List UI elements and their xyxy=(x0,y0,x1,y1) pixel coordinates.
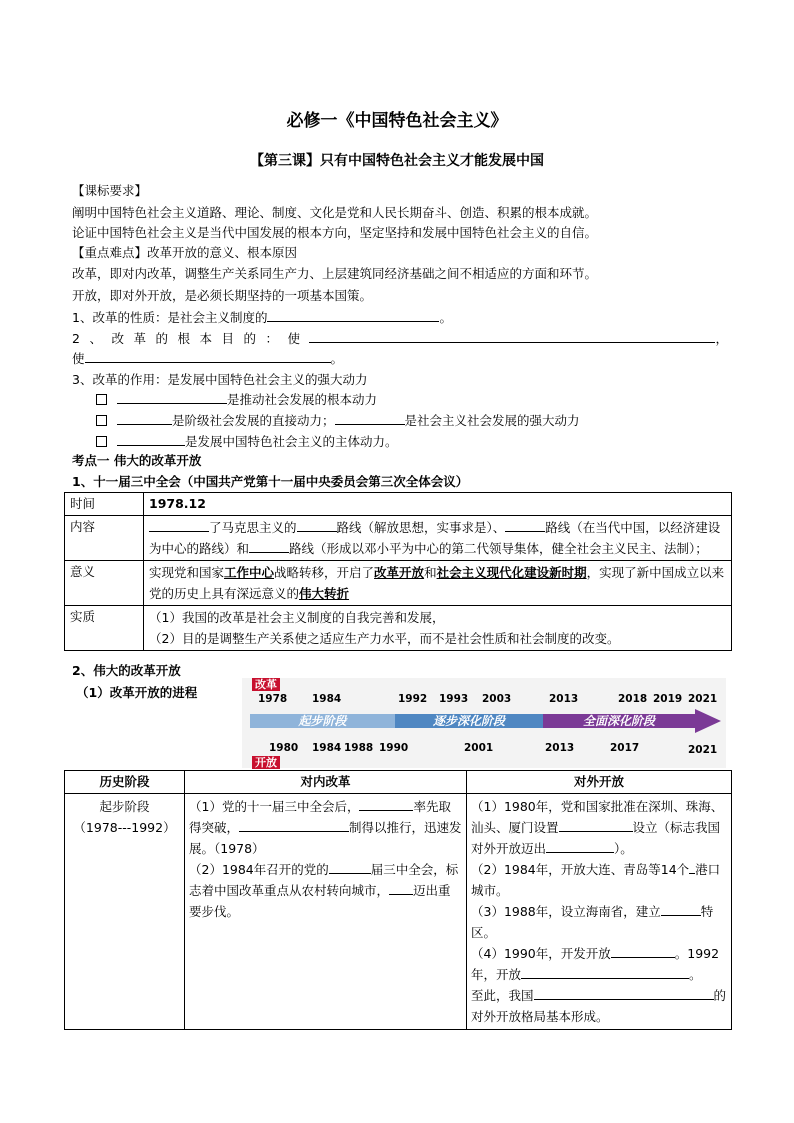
outer-point-5 xyxy=(471,985,727,1027)
timeline-year: 2013 xyxy=(545,742,575,754)
bullet-2-text-b: 是社会主义社会发展的强大动力 xyxy=(404,413,580,428)
inner-point-1 xyxy=(189,796,462,859)
outer-text: 港口城市。 xyxy=(471,862,721,898)
content-text-c: 路线（在当代中国，以经济建设为中心的路线）和 xyxy=(149,520,721,556)
bullet-3 xyxy=(96,433,756,451)
stage-bar-initial: 起步阶段 xyxy=(250,714,395,728)
essence-line-1: （1）我国的改革是社会主义制度的自我完善和发展， xyxy=(149,610,445,625)
table-row xyxy=(65,794,732,1030)
document-title: 必修一《中国特色社会主义》 xyxy=(286,111,508,131)
table-row xyxy=(65,493,732,516)
header-outer-opening: 对外开放 xyxy=(467,771,732,794)
question-2-comma: ， xyxy=(715,331,728,346)
answer-blank[interactable] xyxy=(521,966,689,979)
inner-text: （2）1984年召开的党的 xyxy=(189,862,329,877)
row-value-essence xyxy=(144,606,732,651)
stage-bar-comprehensive: 全面深化阶段 xyxy=(543,714,695,728)
definition-opening: 开放，即对外开放，是必须长期坚持的一项基本国策。 xyxy=(72,288,373,303)
significance-text-b: 战略转移，开启了 xyxy=(274,565,375,580)
outer-text: （4）1990年，开发开放 xyxy=(471,946,611,961)
section-1-heading: 1、十一届三中全会（中国共产党第十一届中央委员会第三次全体会议） xyxy=(72,474,469,489)
header-stage: 历史阶段 xyxy=(65,771,185,794)
answer-blank[interactable] xyxy=(505,519,545,532)
outer-opening-cell xyxy=(467,794,732,1030)
row-value-content xyxy=(144,516,732,561)
key-points-line xyxy=(72,244,732,262)
stage-years: （1978---1992） xyxy=(73,820,176,835)
timeline-year: 2018 xyxy=(618,693,648,705)
content-text-a: 了马克思主义的 xyxy=(209,520,297,535)
answer-blank[interactable] xyxy=(149,519,209,532)
row-label-content: 内容 xyxy=(65,516,144,561)
key-point-1-heading: 考点一 伟大的改革开放 xyxy=(72,453,202,468)
timeline-year: 2003 xyxy=(482,693,512,705)
timeline-year: 1984 xyxy=(312,693,342,705)
answer-blank[interactable] xyxy=(611,945,675,958)
outer-text: 至此，我国 xyxy=(471,988,534,1003)
key-heading: 【重点难点】 xyxy=(72,245,148,260)
significance-key-3: 社会主义现代化建设新时期 xyxy=(436,565,587,580)
question-2-end: 。 xyxy=(330,351,344,366)
row-value-time: 1978.12 xyxy=(144,493,732,516)
answer-blank[interactable] xyxy=(359,798,413,811)
bullet-2 xyxy=(96,412,756,430)
answer-blank[interactable] xyxy=(297,519,337,532)
inner-point-2 xyxy=(189,859,462,922)
timeline-year: 1993 xyxy=(439,693,469,705)
outer-text: （2）1984年，开放大连、青岛等14个 xyxy=(471,862,690,877)
answer-blank[interactable] xyxy=(239,819,349,832)
timeline-year: 1992 xyxy=(398,693,428,705)
inner-text: 届三中全会，标志着中国改革重点从农村转向城市， xyxy=(189,862,459,898)
answer-blank[interactable] xyxy=(267,309,439,322)
timeline-year: 2017 xyxy=(610,742,640,754)
definition-reform: 改革，即对内改革，调整生产关系同生产力、上层建筑同经济基础之间不相适应的方面和环节。 xyxy=(72,266,598,281)
stage-name: 起步阶段 xyxy=(99,799,150,814)
arrow-head-icon xyxy=(695,709,721,733)
outer-text: 设立（标志我国对外开放迈出 xyxy=(471,820,721,856)
row-value-significance xyxy=(144,561,732,606)
question-1-end: 。 xyxy=(439,310,452,325)
outer-text: 。1992年，开放 xyxy=(471,946,720,982)
question-2-line-2 xyxy=(72,350,732,368)
question-2-text-2: 使 xyxy=(72,351,85,366)
answer-blank[interactable] xyxy=(335,412,405,425)
outer-point-4 xyxy=(471,943,727,985)
inner-text: 制得以推行，迅速发展。（1978） xyxy=(189,820,462,856)
timeline-year: 1980 xyxy=(269,742,299,754)
reform-timeline xyxy=(242,678,726,768)
checkbox-icon[interactable] xyxy=(96,436,107,447)
answer-blank[interactable] xyxy=(329,861,371,874)
requirement-line-2: 论证中国特色社会主义是当代中国发展的根本方向，坚定坚持和发展中国特色社会主义的自信。 xyxy=(72,225,598,240)
question-1-text: 1、改革的性质：是社会主义制度的 xyxy=(72,310,268,325)
timeline-label-reform: 改革 xyxy=(252,678,280,691)
inner-text: 迈出重要步伐。 xyxy=(189,883,451,919)
answer-blank[interactable] xyxy=(534,987,714,1000)
answer-blank[interactable] xyxy=(309,330,715,343)
timeline-year: 2021 xyxy=(688,744,718,756)
significance-text-a: 实现党和国家 xyxy=(149,565,225,580)
essence-line-2: （2）目的是调整生产关系使之适应生产力水平，而不是社会性质和社会制度的改变。 xyxy=(149,631,620,646)
timeline-year: 1990 xyxy=(379,742,409,754)
lesson-subtitle: 【第三课】只有中国特色社会主义才能发展中国 xyxy=(250,153,544,169)
outer-point-3 xyxy=(471,901,727,943)
row-label-significance: 意义 xyxy=(65,561,144,606)
question-2-text: 2、改革的根本目的：使 xyxy=(72,331,310,346)
requirement-line-1: 阐明中国特色社会主义道路、理论、制度、文化是党和人民长期奋斗、创造、积累的根本成就。 xyxy=(72,205,598,220)
timeline-year: 2013 xyxy=(549,693,579,705)
checkbox-icon[interactable] xyxy=(96,415,107,426)
answer-blank[interactable] xyxy=(559,819,633,832)
timeline-year: 2019 xyxy=(653,693,683,705)
section-2-1-heading: （1）改革开放的进程 xyxy=(76,685,198,700)
outer-text: ）。 xyxy=(614,841,633,856)
question-1 xyxy=(72,309,732,327)
requirements-heading: 【课标要求】 xyxy=(72,183,148,198)
outer-point-1 xyxy=(471,796,727,859)
reform-stages-table xyxy=(64,770,732,1030)
stage-cell xyxy=(65,794,185,1030)
answer-blank[interactable] xyxy=(117,433,185,446)
timeline-label-opening: 开放 xyxy=(252,756,280,769)
content-text-d: 路线（形成以邓小平为中心的第二代领导集体，健全社会主义民主、法制）； xyxy=(289,541,708,556)
outer-text: （1）1980年，党和国家批准在深圳、珠海、汕头、厦门设置 xyxy=(471,799,724,835)
significance-key-1: 工作中心 xyxy=(224,565,275,580)
significance-text-c: 和 xyxy=(424,565,437,580)
row-label-essence: 实质 xyxy=(65,606,144,651)
row-label-time: 时间 xyxy=(65,493,144,516)
stage-bar-deepening: 逐步深化阶段 xyxy=(395,714,543,728)
outer-text: 的对外开放格局基本形成。 xyxy=(471,988,727,1024)
timeline-year: 1978 xyxy=(258,693,288,705)
answer-blank[interactable] xyxy=(85,350,331,363)
inner-text: 率先取得突破， xyxy=(189,799,451,835)
timeline-year: 1984 xyxy=(312,742,342,754)
answer-blank[interactable] xyxy=(661,903,701,916)
table-header-row xyxy=(65,771,732,794)
bullet-1 xyxy=(96,391,756,409)
header-inner-reform: 对内改革 xyxy=(185,771,467,794)
outer-text: （3）1988年，设立海南省，建立 xyxy=(471,904,661,919)
timeline-year: 2001 xyxy=(464,742,494,754)
timeline-year: 1988 xyxy=(344,742,374,754)
outer-point-2 xyxy=(471,859,727,901)
key-text: 改革开放的意义、根本原因 xyxy=(147,245,298,260)
outer-text: 特区。 xyxy=(471,904,714,940)
outer-text: 。 xyxy=(689,967,702,982)
question-2-line-1 xyxy=(72,330,732,348)
bullet-3-text: 是发展中国特色社会主义的主体动力。 xyxy=(185,434,398,449)
plenum-table xyxy=(64,492,732,651)
inner-reform-cell xyxy=(185,794,467,1030)
bullet-2-text-a: 是阶级社会发展的直接动力； xyxy=(172,413,335,428)
timeline-year: 2021 xyxy=(688,693,718,705)
significance-text-d: ，实现了新中国成立以来党的历史上具有深远意义的 xyxy=(149,565,725,601)
answer-blank[interactable] xyxy=(389,882,413,895)
answer-blank[interactable] xyxy=(546,840,614,853)
answer-blank[interactable] xyxy=(117,412,172,425)
table-row xyxy=(65,606,732,651)
answer-blank[interactable] xyxy=(249,540,289,553)
question-3: 3、改革的作用：是发展中国特色社会主义的强大动力 xyxy=(72,372,368,387)
checkbox-icon[interactable] xyxy=(96,394,107,405)
table-row xyxy=(65,561,732,606)
content-text-b: 路线（解放思想，实事求是）、 xyxy=(336,520,506,535)
inner-text: （1）党的十一届三中全会后， xyxy=(189,799,360,814)
bullet-1-text: 是推动社会发展的根本动力 xyxy=(227,392,378,407)
answer-blank[interactable] xyxy=(117,391,227,404)
significance-key-2: 改革开放 xyxy=(374,565,425,580)
significance-key-4: 伟大转折 xyxy=(299,586,350,601)
section-2-heading: 2、伟大的改革开放 xyxy=(72,663,181,678)
table-row xyxy=(65,516,732,561)
